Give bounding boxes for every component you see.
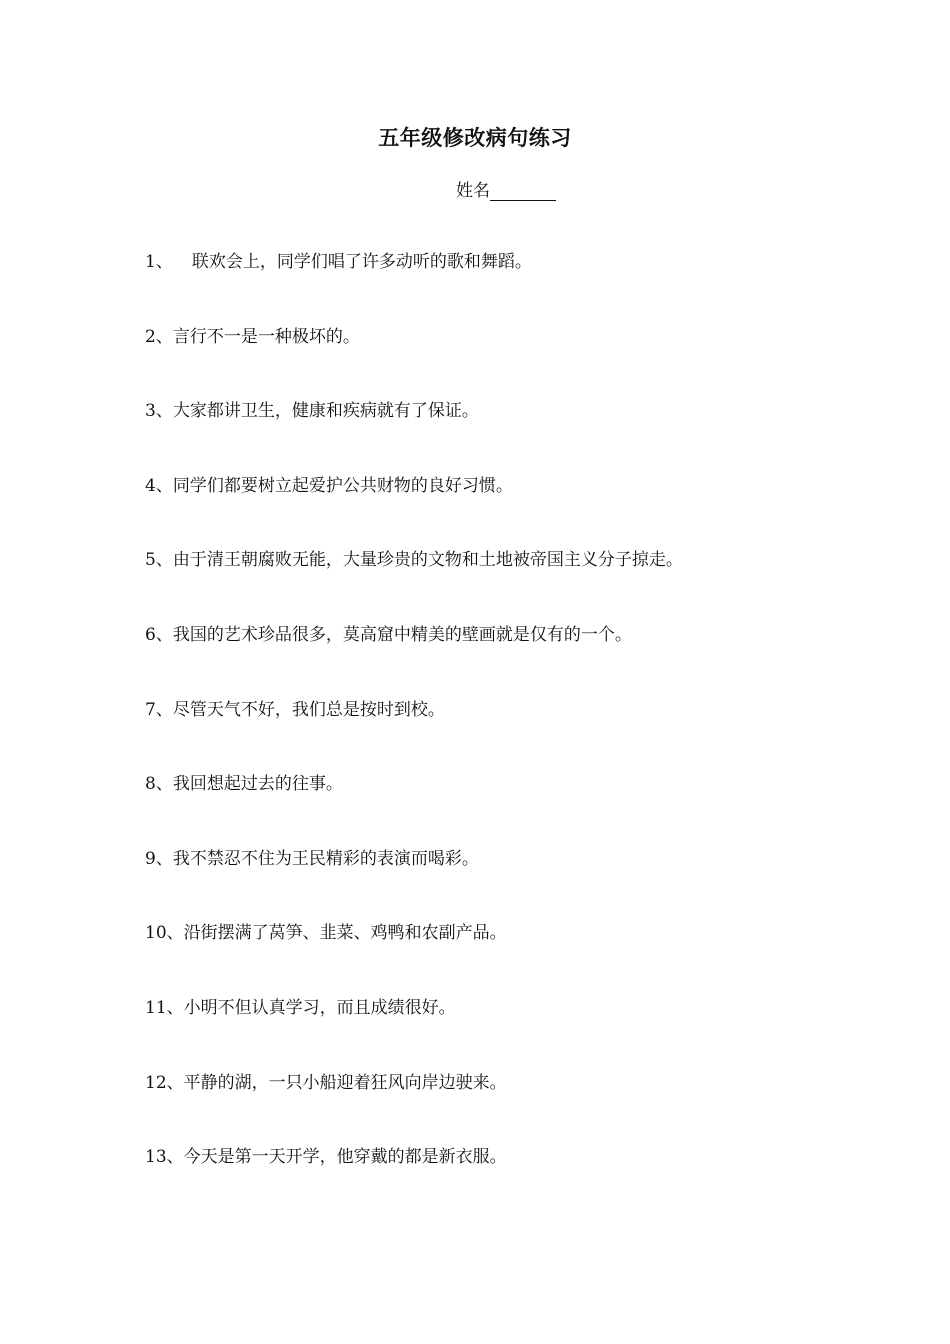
question-text: 沿街摆满了莴笋、韭菜、鸡鸭和农副产品。 [183, 923, 507, 944]
question-text: 尽管天气不好，我们总是按时到校。 [172, 699, 445, 720]
question-number: 7、 [145, 699, 173, 720]
question-text: 联欢会上，同学们唱了许多动听的歌和舞蹈。 [191, 252, 532, 272]
question-text: 我国的艺术珍品很多，莫高窟中精美的壁画就是仅有的一个。 [172, 624, 632, 645]
question-text: 今天是第一天开学，他穿戴的都是新衣服。 [183, 1147, 507, 1168]
question-text: 我不禁忍不住为王民精彩的表演而喝彩。 [172, 848, 479, 869]
question-item [145, 773, 683, 848]
question-item [145, 549, 683, 624]
name-blank-line [490, 182, 556, 201]
question-item [145, 699, 683, 774]
question-number: 2、 [145, 326, 173, 347]
page-title: 五年级修改病句练习 [378, 125, 572, 150]
question-item [145, 997, 683, 1072]
question-text: 由于清王朝腐败无能，大量珍贵的文物和土地被帝国主义分子掠走。 [172, 550, 683, 571]
question-number: 10、 [145, 923, 184, 944]
question-item [145, 1072, 683, 1147]
question-text: 小明不但认真学习，而且成绩很好。 [183, 997, 456, 1018]
question-item [145, 400, 683, 475]
question-item [145, 922, 683, 997]
question-text: 大家都讲卫生，健康和疾病就有了保证。 [172, 401, 479, 422]
question-number: 1、 [145, 252, 173, 272]
question-text: 同学们都要树立起爱护公共财物的良好习惯。 [172, 475, 513, 496]
question-text: 言行不一是一种极坏的。 [172, 326, 360, 347]
question-number: 5、 [145, 550, 173, 571]
name-field-row [456, 176, 556, 201]
question-number: 8、 [145, 774, 173, 795]
question-item [145, 848, 683, 923]
question-number: 3、 [145, 401, 173, 422]
question-item [145, 326, 683, 401]
question-item [145, 251, 683, 326]
question-list [145, 251, 683, 1221]
question-number: 4、 [145, 475, 173, 496]
question-text: 平静的湖，一只小船迎着狂风向岸边驶来。 [183, 1072, 507, 1093]
question-number: 13、 [145, 1147, 184, 1168]
question-number: 9、 [145, 848, 173, 869]
question-item [145, 475, 683, 550]
question-text: 我回想起过去的往事。 [172, 774, 343, 795]
name-label: 姓名 [456, 181, 490, 201]
question-number: 11、 [145, 997, 184, 1018]
question-item [145, 624, 683, 699]
question-number: 12、 [145, 1072, 184, 1093]
question-item [145, 1146, 683, 1221]
question-number: 6、 [145, 624, 173, 645]
